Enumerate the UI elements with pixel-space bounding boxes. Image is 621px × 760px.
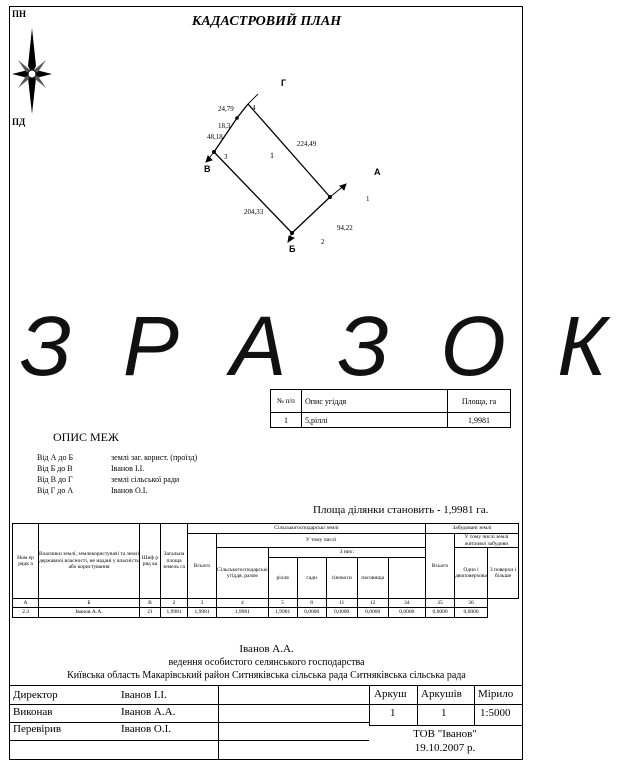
company-name: ТОВ "Іванов" [413, 728, 477, 740]
land-use-table [270, 389, 511, 428]
signature-row [9, 686, 369, 703]
table-cell: 0,0000 [455, 608, 488, 618]
sig-vrule [218, 686, 219, 760]
sig-vrule [369, 686, 370, 726]
table-cell: Іванов А.А. [39, 608, 140, 618]
code-cell: 8 [297, 599, 326, 608]
sheets-label: Аркушів [421, 688, 462, 700]
table-cell: 2.3 [13, 608, 39, 618]
signature-name: Іванов А.А. [121, 705, 176, 718]
boundary-row: Від В до Г землі сільської ради [37, 475, 180, 484]
code-cell: 5 [268, 599, 297, 608]
sig-rule [9, 740, 369, 741]
sig-rule [9, 722, 369, 723]
code-cell: 36 [455, 599, 488, 608]
header-owner: Власники землі, землекористувачі та землі державної власності, не надані у власність або користування [39, 524, 140, 599]
header-of-them: З них: [268, 548, 425, 558]
codes-row [13, 599, 519, 608]
table-cell: 0,0000 [388, 608, 425, 618]
parcel-number: 1 [270, 151, 274, 160]
table-cell: 21 [140, 608, 161, 618]
dimension-label: 24,79 [218, 105, 234, 113]
header-multi1: Одно і двоповерхова [455, 548, 488, 599]
header-row-num: Ном ер рядк а [13, 524, 39, 599]
dimension-label: 204,33 [244, 208, 264, 216]
parcel-plan [0, 0, 533, 290]
sig-rule [9, 704, 369, 705]
neighbor-1: 1 [366, 195, 370, 203]
compass-north-label: ПН [12, 9, 27, 19]
signatures-table [9, 686, 369, 737]
signature-name: Іванов І.І. [121, 688, 167, 701]
table-cell: 1,9981 [188, 608, 217, 618]
header-garden: сади [297, 558, 326, 599]
signature-role: Директор [13, 688, 58, 701]
signature-role: Перевірив [13, 722, 62, 735]
code-cell: В [140, 599, 161, 608]
scale-value: 1:5000 [480, 707, 511, 719]
header-multi3: 3 поверхи і більше [488, 548, 519, 599]
header-built: Забудовані землі [426, 524, 519, 534]
boundary-row: Від А до Б землі заг. корист. (проїзд) [37, 453, 198, 462]
vertex-label-g: Г [281, 78, 287, 88]
table-cell: 1,9981 [217, 608, 269, 618]
signature-role: Виконав [13, 705, 53, 718]
table-cell: 0,0000 [357, 608, 388, 618]
header-code: Шиф р ряд ка [140, 524, 161, 599]
neighbor-4: 4 [252, 104, 256, 112]
header-agri-incl: У тому числі [217, 534, 426, 548]
boundaries-list [37, 452, 197, 496]
page-title: КАДАСТРОВИЙ ПЛАН [191, 14, 342, 29]
header-built-all: Всього [426, 534, 455, 599]
col-desc-header: Опис угіддя [302, 390, 448, 413]
header-agri-all: Всього [188, 534, 217, 599]
col-num-header: № п/п [271, 390, 302, 413]
boundary-row: Від Б до В Іванов І.І. [37, 464, 145, 473]
owner-name: Іванов А.А. [239, 643, 294, 655]
scale-label: Мірило [478, 688, 514, 700]
table-cell: 0,0000 [297, 608, 326, 618]
table-cell: 1,9981 [161, 608, 188, 618]
compass-south-label: ПД [12, 117, 26, 127]
sheet-vrule [417, 686, 418, 726]
code-cell: А [13, 599, 39, 608]
dimension-label: 18,3 [218, 122, 231, 130]
code-cell: 35 [426, 599, 455, 608]
boundary-row: Від Г до А Іванов О.І. [37, 486, 148, 495]
header-arable: рілля [268, 558, 297, 599]
sheet-info-bottom-rule [369, 725, 523, 726]
code-cell: 34 [388, 599, 425, 608]
table-cell: 1,9981 [268, 608, 297, 618]
sheet-value: 1 [390, 707, 396, 719]
vertex-label-a: А [374, 167, 381, 177]
land-accounting-table [12, 523, 519, 618]
dimension-label: 224,49 [297, 140, 317, 148]
header-agri: Сільськогосподарські землі [188, 524, 426, 534]
col-area-header: Площа, га [448, 390, 511, 413]
vertex-label-b: Б [289, 244, 296, 254]
header-pasture: пасовища [357, 558, 388, 599]
code-cell: 12 [357, 599, 388, 608]
sheets-value: 1 [441, 707, 447, 719]
signature-name: Іванов О.І. [121, 722, 172, 735]
dimension-label: 94,22 [337, 224, 353, 232]
neighbor-3: 3 [224, 153, 228, 161]
header-total-area: Загальна площа земель га [161, 524, 188, 599]
land-purpose: ведення особистого селянського господарства [168, 657, 365, 668]
row-num: 1 [271, 413, 302, 428]
dimension-label: 48,18 [207, 133, 223, 141]
sheet-info-rule [369, 704, 523, 705]
area-summary: Площа ділянки становить - 1,9981 га. [313, 504, 489, 516]
row-desc: 5,ріллі [302, 413, 448, 428]
watermark: З Р А З О К [20, 299, 621, 393]
code-cell: 4 [217, 599, 269, 608]
document-date: 19.10.2007 р. [414, 742, 476, 754]
header-built-incl: У тому числі землі житлової забудови [455, 534, 519, 548]
row-area: 1,9981 [448, 413, 511, 428]
signature-row [9, 703, 369, 720]
code-cell: Б [39, 599, 140, 608]
table-cell: 0,0000 [426, 608, 455, 618]
table-cell: 0,0000 [326, 608, 357, 618]
code-cell: 11 [326, 599, 357, 608]
code-cell: 3 [188, 599, 217, 608]
boundaries-title: ОПИС МЕЖ [53, 430, 119, 444]
header-hay: сінокоси [326, 558, 357, 599]
sheet-vrule [474, 686, 475, 726]
neighbor-2: 2 [321, 238, 325, 246]
header-agri-used: Сільськогосподарські угіддя, разом [217, 548, 269, 599]
parcel-location: Київська область Макарівський район Ситняківська сільська рада Ситняківська сільська рада [67, 670, 466, 681]
sheet-label: Аркуш [374, 688, 407, 700]
code-cell: 2 [161, 599, 188, 608]
vertex-label-v: В [204, 164, 211, 174]
table-row [13, 608, 519, 618]
